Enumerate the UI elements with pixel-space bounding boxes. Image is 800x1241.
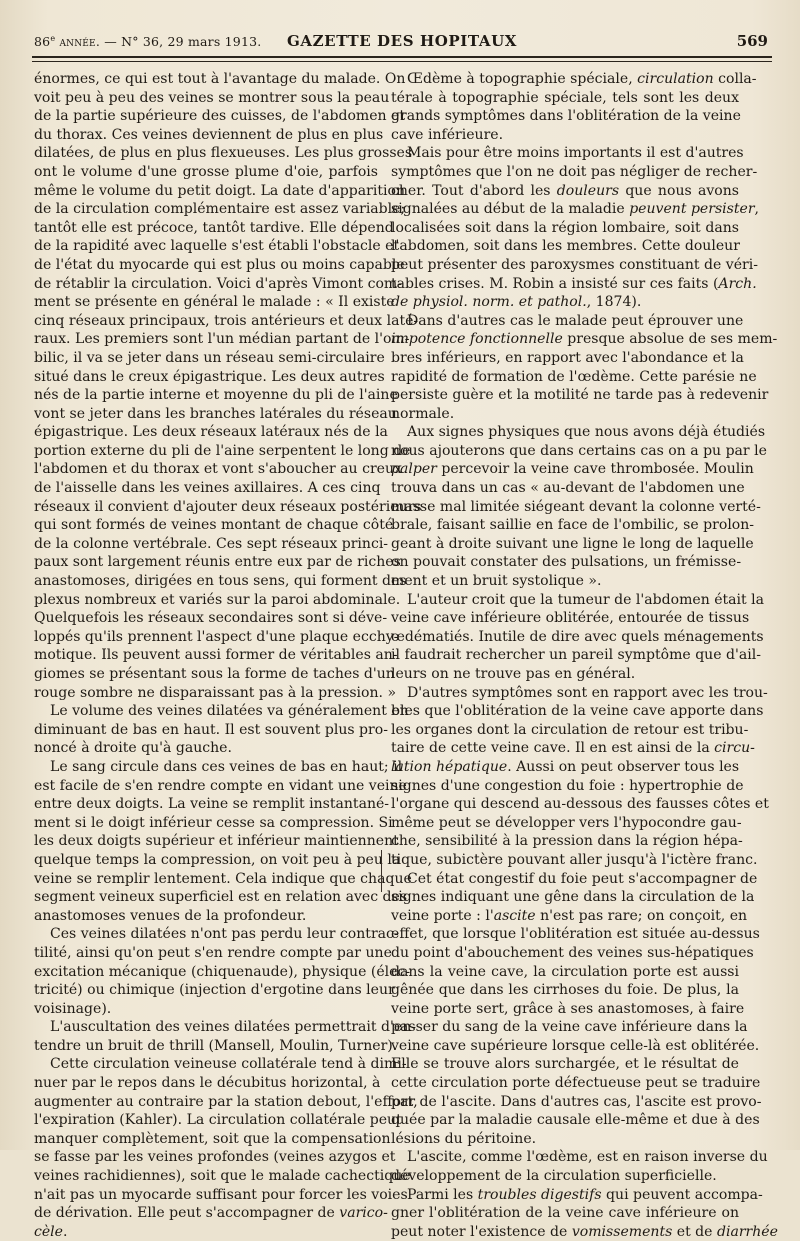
text-line: de l'aisselle dans les veines axillaires. A ces cinq [34, 480, 381, 497]
text-line: tantôt elle est précoce, tantôt tardive. Elle dépend [34, 219, 394, 236]
text-line: giomes se présentant sous la forme de taches d'un [34, 666, 395, 682]
text-line: motique. Ils peuvent aussi former de véritables an- [34, 647, 398, 664]
text-line: tricité) ou chimique (injection d'ergotine dans leur [34, 982, 395, 999]
text-line: L'auscultation des veines dilatées permettrait d'en- [50, 1019, 416, 1036]
text-line: Cette circulation veineuse collatérale tend à dimi- [50, 1056, 407, 1073]
text-line: voisinage). [34, 1000, 112, 1017]
text-line: signes indiquant une gêne dans la circulation de la [391, 889, 755, 906]
text-line: Dans d'autres cas le malade peut éprouver une [407, 312, 744, 329]
text-line: normale. [391, 405, 455, 422]
text-line: développement de la circulation superficielle. [391, 1168, 717, 1185]
text-line: même le volume du petit doigt. La date d'apparition [34, 182, 405, 199]
text-line: nous ajouterons que dans certains cas on a pu par le [391, 442, 767, 459]
text-line: de dérivation. Elle peut s'accompagner de varico- [34, 1205, 388, 1222]
text-line: rouge sombre ne disparaissant pas à la pression. » [34, 684, 397, 701]
text-line: de la circulation complémentaire est assez variable; [34, 201, 406, 218]
text-line: gner l'oblitération de la veine cave inférieure on [391, 1205, 739, 1222]
text-line: l'abdomen, soit dans les membres. Cette douleur [391, 238, 740, 255]
text-line: veine cave inférieure oblitérée, entourée de tissus [391, 610, 750, 627]
text-line: qui sont formés de veines montant de chaque côté [34, 517, 394, 534]
text-line: entre deux doigts. La veine se remplit instantané- [34, 796, 390, 813]
text-line: cher. Tout d'abord les douleurs que nous avons [391, 182, 739, 199]
text-line: peut noter l'existence de vomissements et de diarrhée [391, 1223, 778, 1240]
text-line: masse mal limitée siégeant devant la colonne verté- [391, 498, 761, 515]
header-rule-thin [32, 61, 772, 62]
text-line: on pouvait constater des pulsations, un frémisse- [391, 554, 742, 571]
text-line: brale, faisant saillie en face de l'ombilic, se prolon- [391, 517, 755, 534]
text-line: n'ait pas un myocarde suffisant pour forcer les voies [34, 1186, 408, 1203]
journal-title: GAZETTE DES HOPITAUX [286, 32, 517, 50]
text-line: diminuant de bas en haut. Il est souvent plus pro- [34, 721, 388, 738]
text-line: bilic, il va se jeter dans un réseau semi-circulaire [34, 349, 385, 366]
text-line: l'organe qui descend au-dessous des fausses côtes et [391, 796, 769, 813]
text-line: il faudrait rechercher un pareil symptôme que d'ail- [391, 647, 761, 664]
text-line: palper percevoir la veine cave thrombosée. Moulin [391, 461, 754, 478]
text-line: dans la veine cave, la circulation porte est aussi [391, 963, 739, 980]
text-line: cave inférieure. [391, 126, 504, 143]
text-line: quée par la maladie causale elle-même et due à des [391, 1112, 760, 1129]
right-column [391, 70, 778, 1241]
text-line: trouva dans un cas « au-devant de l'abdomen une [391, 480, 745, 497]
text-line: voit peu à peu des veines se montrer sous la peau [34, 89, 390, 106]
text-line: L'ascite, comme l'œdème, est en raison inverse du [407, 1149, 768, 1166]
text-line: grands symptômes dans l'oblitération de la veine [391, 108, 741, 125]
text-line: tendre un bruit de thrill (Mansell, Moulin, Turner). [34, 1037, 398, 1054]
text-line: peut présenter des paroxysmes constituant de véri- [391, 256, 758, 273]
text-line: vont se jeter dans les branches latérales du réseau [34, 405, 397, 422]
text-line: effet, que lorsque l'oblitération est située au-dessus [391, 926, 760, 943]
text-line: L'auteur croit que la tumeur de l'abdomen était la [407, 591, 765, 608]
text-line: cinq réseaux principaux, trois antérieurs et deux laté- [34, 312, 419, 329]
text-line: passer du sang de la veine cave inférieure dans la [391, 1019, 748, 1036]
text-line: par de l'ascite. Dans d'autres cas, l'ascite est provo- [391, 1093, 762, 1110]
text-line: Le sang circule dans ces veines de bas en haut; il [50, 758, 403, 775]
text-line: térale à topographie spéciale, tels sont les deux [391, 89, 739, 106]
text-line: tilité, ainsi qu'on peut s'en rendre compte par une [34, 944, 392, 961]
text-line: dilatées, de plus en plus flexueuses. Les plus grosses [34, 145, 413, 162]
text-line: Ces veines dilatées n'ont pas perdu leur contrac- [50, 926, 399, 943]
text-line: Œdème à topographie spéciale, circulation colla- [407, 71, 757, 87]
text-line: tables crises. M. Robin a insisté sur ces faits (Arch. [391, 275, 757, 292]
text-line: de l'état du myocarde qui est plus ou moins capable [34, 256, 405, 273]
text-line: veine cave supérieure lorsque celle-là est oblitérée. [391, 1037, 760, 1054]
text-line: nés de la partie interne et moyenne du pli de l'aine [34, 387, 398, 404]
text-line: de la colonne vertébrale. Ces sept réseaux princi- [34, 535, 389, 552]
text-line: Parmi les troubles digestifs qui peuvent accompa- [407, 1186, 763, 1203]
text-line: manquer complètement, soit que la compensation [34, 1130, 391, 1147]
page-number: 569 [736, 32, 768, 50]
text-line: veine porte : l'ascite n'est pas rare; on conçoit, en [391, 907, 748, 924]
issue-date: — N° 36, 29 mars 1913. [104, 34, 262, 50]
text-line: l'abdomen et du thorax et vont s'aboucher au creux [34, 461, 402, 478]
text-line: taire de cette veine cave. Il en est ainsi de la circu- [391, 740, 755, 757]
text-line: énormes, ce qui est tout à l'avantage du malade. On [34, 71, 406, 87]
text-line: nuer par le repos dans le décubitus horizontal, à [34, 1075, 381, 1092]
text-line: veine se remplir lentement. Cela indique que chaque [34, 870, 412, 887]
issue-number: 86 [34, 34, 51, 50]
text-line: ment si le doigt inférieur cesse sa compression. Si [34, 814, 393, 831]
text-line: œdématiés. Inutile de dire avec quels ménagements [391, 628, 764, 645]
text-line: localisées soit dans la région lombaire, soit dans [391, 219, 739, 236]
text-line: D'autres symptômes sont en rapport avec les trou- [407, 684, 768, 701]
text-line: loppés qu'ils prennent l'aspect d'une plaque ecchy- [34, 628, 399, 645]
text-line: du thorax. Ces veines deviennent de plus en plus [34, 126, 384, 143]
text-line: Cet état congestif du foie peut s'accompagner de [407, 870, 758, 887]
text-line: portion externe du pli de l'aine serpentent le long de [34, 442, 411, 459]
text-line: les organes dont la circulation de retour est tribu- [391, 721, 749, 738]
text-line: épigastrique. Les deux réseaux latéraux nés de la [34, 424, 388, 441]
text-line: Elle se trouve alors surchargée, et le résultat de [391, 1056, 739, 1073]
text-line: situé dans le creux épigastrique. Les deux autres [34, 368, 385, 385]
text-line: même peut se développer vers l'hypocondre gau- [391, 814, 742, 831]
text-line: veine porte sert, grâce à ses anastomoses, à faire [391, 1000, 745, 1017]
text-line: leurs on ne trouve pas en général. [391, 666, 636, 682]
text-line: anastomoses venues de la profondeur. [34, 907, 307, 924]
text-line: ment se présente en général le malade : « Il existe [34, 294, 395, 311]
text-line: réseaux il convient d'ajouter deux réseaux postérieurs [34, 498, 422, 515]
text-line: impotence fonctionnelle presque absolue de ses mem- [391, 331, 778, 348]
text-line: se fasse par les veines profondes (veines azygos et [34, 1149, 396, 1166]
text-line: les deux doigts supérieur et inférieur maintiennent [34, 833, 399, 850]
text-line: signalées au début de la maladie peuvent persister, [391, 201, 760, 218]
text-line: excitation mécanique (chiquenaude), physique (élec- [34, 963, 411, 980]
text-line: signes d'une congestion du foie : hypertrophie de [391, 777, 744, 794]
text-line: segment veineux superficiel est en relation avec des [34, 889, 408, 906]
text-line: de la partie supérieure des cuisses, de l'abdomen et [34, 108, 406, 125]
column-divider-mark [381, 850, 382, 892]
text-line: tique, subictère pouvant aller jusqu'à l'ictère franc. [391, 851, 758, 868]
text-line: de physiol. norm. et pathol., 1874). [391, 294, 642, 311]
text-line: ment et un bruit systolique ». [391, 573, 602, 590]
page-header [34, 30, 770, 52]
text-line: plexus nombreux et variés sur la paroi abdominale. [34, 591, 401, 608]
text-line: persiste guère et la motilité ne tarde pas à redevenir [391, 387, 769, 404]
text-line: de rétablir la circulation. Voici d'après Vimont com- [34, 275, 402, 292]
text-line: augmenter au contraire par la station debout, l'effort, [34, 1093, 418, 1110]
text-line: Quelquefois les réseaux secondaires sont si déve- [34, 610, 388, 627]
text-line: l'expiration (Kahler). La circulation collatérale peut [34, 1112, 402, 1129]
issue-ordinal: e [50, 34, 56, 43]
text-line: est facile de s'en rendre compte en vidant une veine [34, 777, 407, 794]
text-line: rapidité de formation de l'œdème. Cette parésie ne [391, 368, 757, 385]
text-line: Aux signes physiques que nous avons déjà étudiés [407, 424, 766, 441]
text-line: ont le volume d'une grosse plume d'oie, parfois [34, 163, 378, 180]
text-line: Mais pour être moins importants il est d'autres [407, 145, 744, 162]
text-line: raux. Les premiers sont l'un médian partant de l'om- [34, 331, 410, 348]
text-line: lésions du péritoine. [391, 1130, 537, 1147]
text-line: symptômes que l'on ne doit pas négliger de recher- [391, 163, 758, 180]
text-line: cèle. [34, 1223, 68, 1240]
text-line: bres inférieurs, en rapport avec l'abondance et la [391, 349, 744, 366]
text-line: quelque temps la compression, on voit peu à peu la [34, 851, 401, 868]
text-line: bles que l'oblitération de la veine cave apporte dans [391, 703, 764, 720]
text-line: noncé à droite qu'à gauche. [34, 740, 232, 757]
text-line: du point d'abouchement des veines sus-hépatiques [391, 944, 754, 961]
issue-year-word: année. [59, 34, 101, 50]
text-line: paux sont largement réunis entre eux par de riches [34, 554, 401, 571]
text-line: veines rachidiennes), soit que le malade cachectique [34, 1168, 411, 1185]
text-line: cette circulation porte défectueuse peut se traduire [391, 1075, 761, 1092]
text-line: Le volume des veines dilatées va généralement en [50, 703, 409, 720]
text-line: geant à droite suivant une ligne le long de laquelle [391, 535, 754, 552]
left-column [34, 70, 422, 1241]
text-line: gênée que dans les cirrhoses du foie. De plus, la [391, 982, 739, 999]
text-line: che, sensibilité à la pression dans la région hépa- [391, 833, 743, 850]
header-rule-thick [32, 56, 772, 58]
text-line: de la rapidité avec laquelle s'est établi l'obstacle et [34, 238, 400, 255]
text-line: lation hépatique. Aussi on peut observer tous les [391, 758, 740, 775]
text-line: anastomoses, dirigées en tous sens, qui forment des [34, 573, 407, 590]
